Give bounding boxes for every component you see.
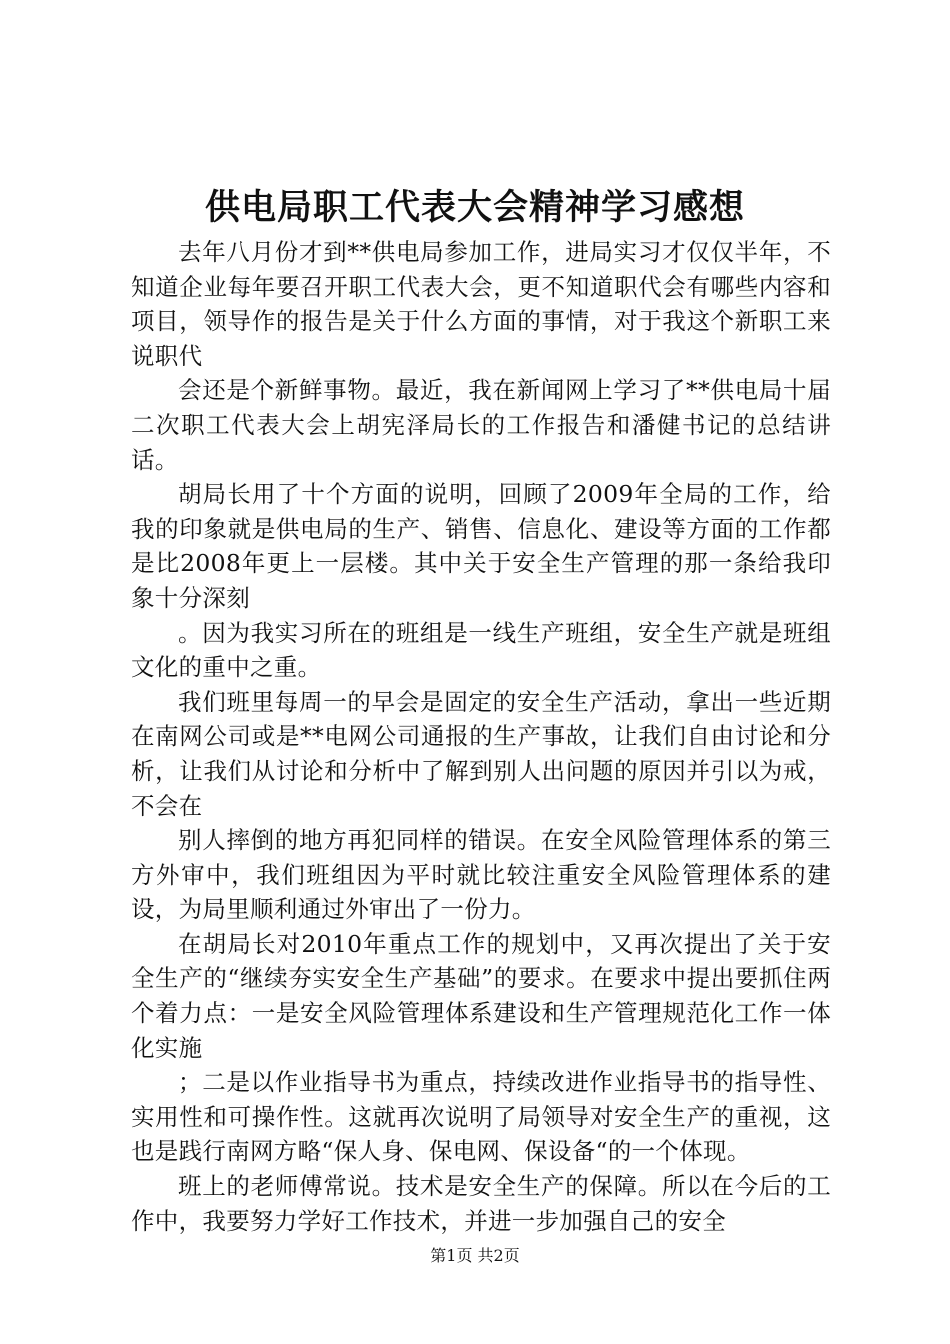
paragraph: 胡局长用了十个方面的说明，回顾了2009年全局的工作，给我的印象就是供电局的生产、销售、信息化、建设等方面的工作都是比2008年更上一层楼。其中关于安全生产管理的那一条给我印象十分深刻 [131,480,831,612]
document-title: 供电局职工代表大会精神学习感想 [204,187,745,228]
paragraph: 别人摔倒的地方再犯同样的错误。在安全风险管理体系的第三方外审中，我们班组因为平时就比较注重安全风险管理体系的建设，为局里顺利通过外审出了一份力。 [131,826,831,924]
paragraph: ；二是以作业指导书为重点，持续改进作业指导书的指导性、实用性和可操作性。这就再次说明了局领导对安全生产的重视，这也是践行南网方略“保人身、保电网、保设备“的一个体现。 [131,1068,831,1166]
paragraph: 。因为我实习所在的班组是一线生产班组，安全生产就是班组文化的重中之重。 [131,618,831,682]
paragraph: 在胡局长对2010年重点工作的规划中，又再次提出了关于安全生产的“继续夯实安全生产基础”的要求。在要求中提出要抓住两个着力点：一是安全风险管理体系建设和生产管理规范化工作一体化实施 [131,929,831,1062]
paragraph: 班上的老师傅常说。技术是安全生产的保障。所以在今后的工作中，我要努力学好工作技术，并进一步加强自己的安全 [131,1172,831,1235]
paragraph: 我们班里每周一的早会是固定的安全生产活动，拿出一些近期在南网公司或是**电网公司通报的生产事故，让我们自由讨论和分析，让我们从讨论和分析中了解到别人出问题的原因并引以为戒，不会在 [131,687,831,820]
page-number-footer: 第1页 共2页 [430,1246,520,1265]
paragraph: 会还是个新鲜事物。最近，我在新闻网上学习了**供电局十届二次职工代表大会上胡宪泽局长的工作报告和潘健书记的总结讲话。 [131,376,831,474]
document-body [131,235,831,1238]
paragraph: 去年八月份才到**供电局参加工作，进局实习才仅仅半年，不知道企业每年要召开职工代表大会，更不知道职代会有哪些内容和项目，领导作的报告是关于什么方面的事情，对于我这个新职工来说职代 [131,238,831,370]
